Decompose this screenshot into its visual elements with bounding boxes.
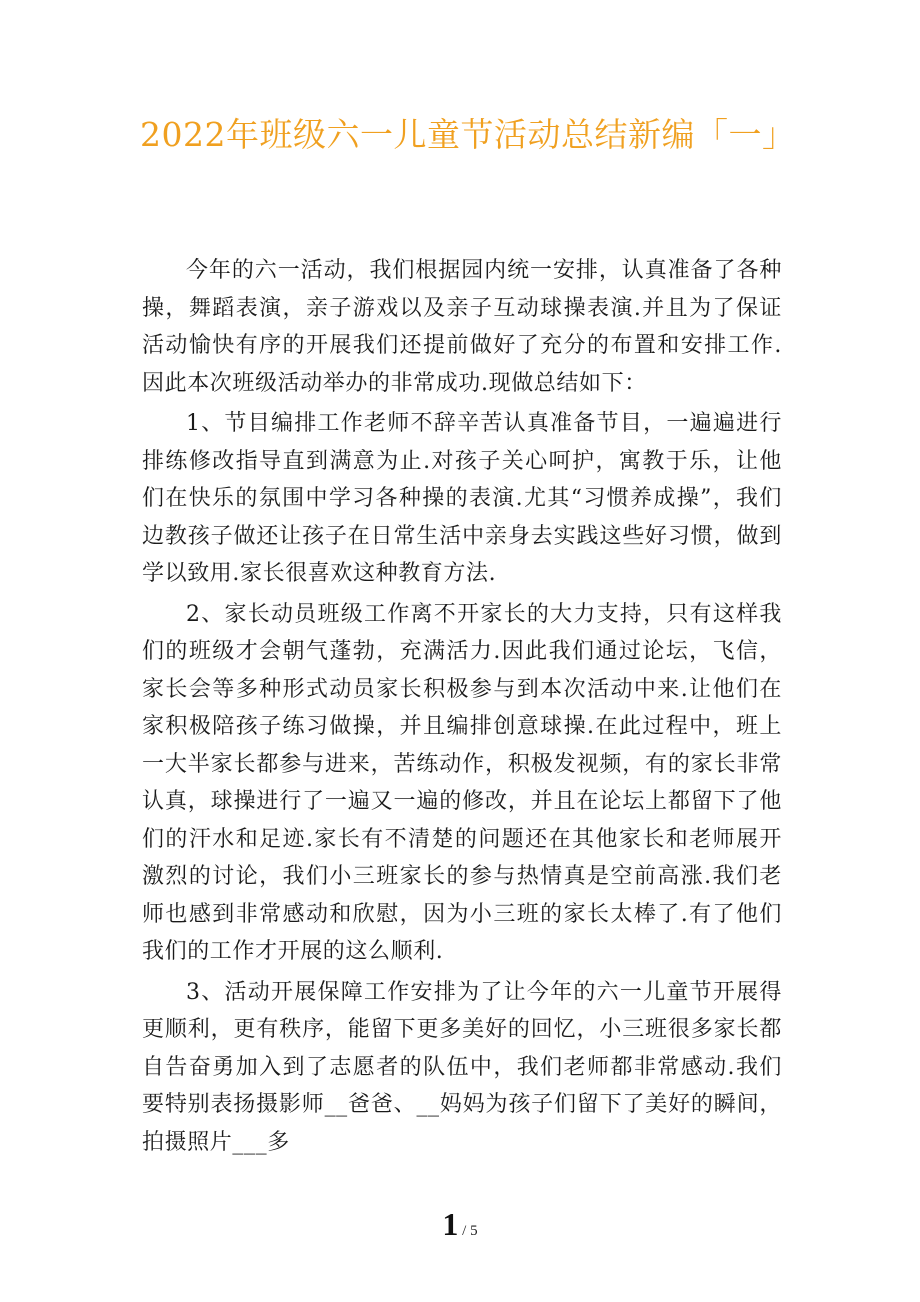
intro-paragraph: 今年的六一活动，我们根据园内统一安排，认真准备了各种操，舞蹈表演，亲子游戏以及亲子互动球操表演.并且为了保证活动愉快有序的开展我们还提前做好了充分的布置和安排工作.因此本次班级活动举办的非常成功.现做总结如下：	[142, 258, 782, 396]
total-page-count: 5	[470, 1223, 478, 1239]
section-3-paragraph: 3、活动开展保障工作安排为了让今年的六一儿童节开展得更顺利，更有秩序，能留下更多美好的回忆，小三班很多家长都自告奋勇加入到了志愿者的队伍中，我们老师都非常感动.我们要特别表扬摄影师__爸爸、__妈妈为孩子们留下了美好的瞬间，拍摄照片___多	[142, 979, 782, 1155]
section-1-paragraph: 1、节目编排工作老师不辞辛苦认真准备节目，一遍遍进行排练修改指导直到满意为止.对孩子关心呵护，寓教于乐，让他们在快乐的氛围中学习各种操的表演.尤其“习惯养成操”，我们边教孩子做还让孩子在日常生活中亲身去实践这些好习惯，做到学以致用.家长很喜欢这种教育方法.	[142, 411, 782, 586]
page-separator: /	[458, 1223, 471, 1239]
current-page-number: 1	[442, 1206, 459, 1242]
page-footer	[0, 1206, 920, 1243]
document-body	[142, 252, 782, 1164]
section-2-paragraph: 2、家长动员班级工作离不开家长的大力支持，只有这样我们的班级才会朝气蓬勃，充满活力.因此我们通过论坛，飞信，家长会等多种形式动员家长积极参与到本次活动中来.让他们在家积极陪孩子练习做操，并且编排创意球操.在此过程中，班上一大半家长都参与进来，苦练动作，积极发视频，有的家长非常认真，球操进行了一遍又一遍的修改，并且在论坛上都留下了他们的汗水和足迹.家长有不清楚的问题还在其他家长和老师展开激烈的讨论，我们小三班家长的参与热情真是空前高涨.我们老师也感到非常感动和欣慰，因为小三班的家长太棒了.有了他们我们的工作才开展的这么顺利.	[142, 601, 782, 964]
document-title: 2022年班级六一儿童节活动总结新编「一」	[140, 115, 796, 154]
